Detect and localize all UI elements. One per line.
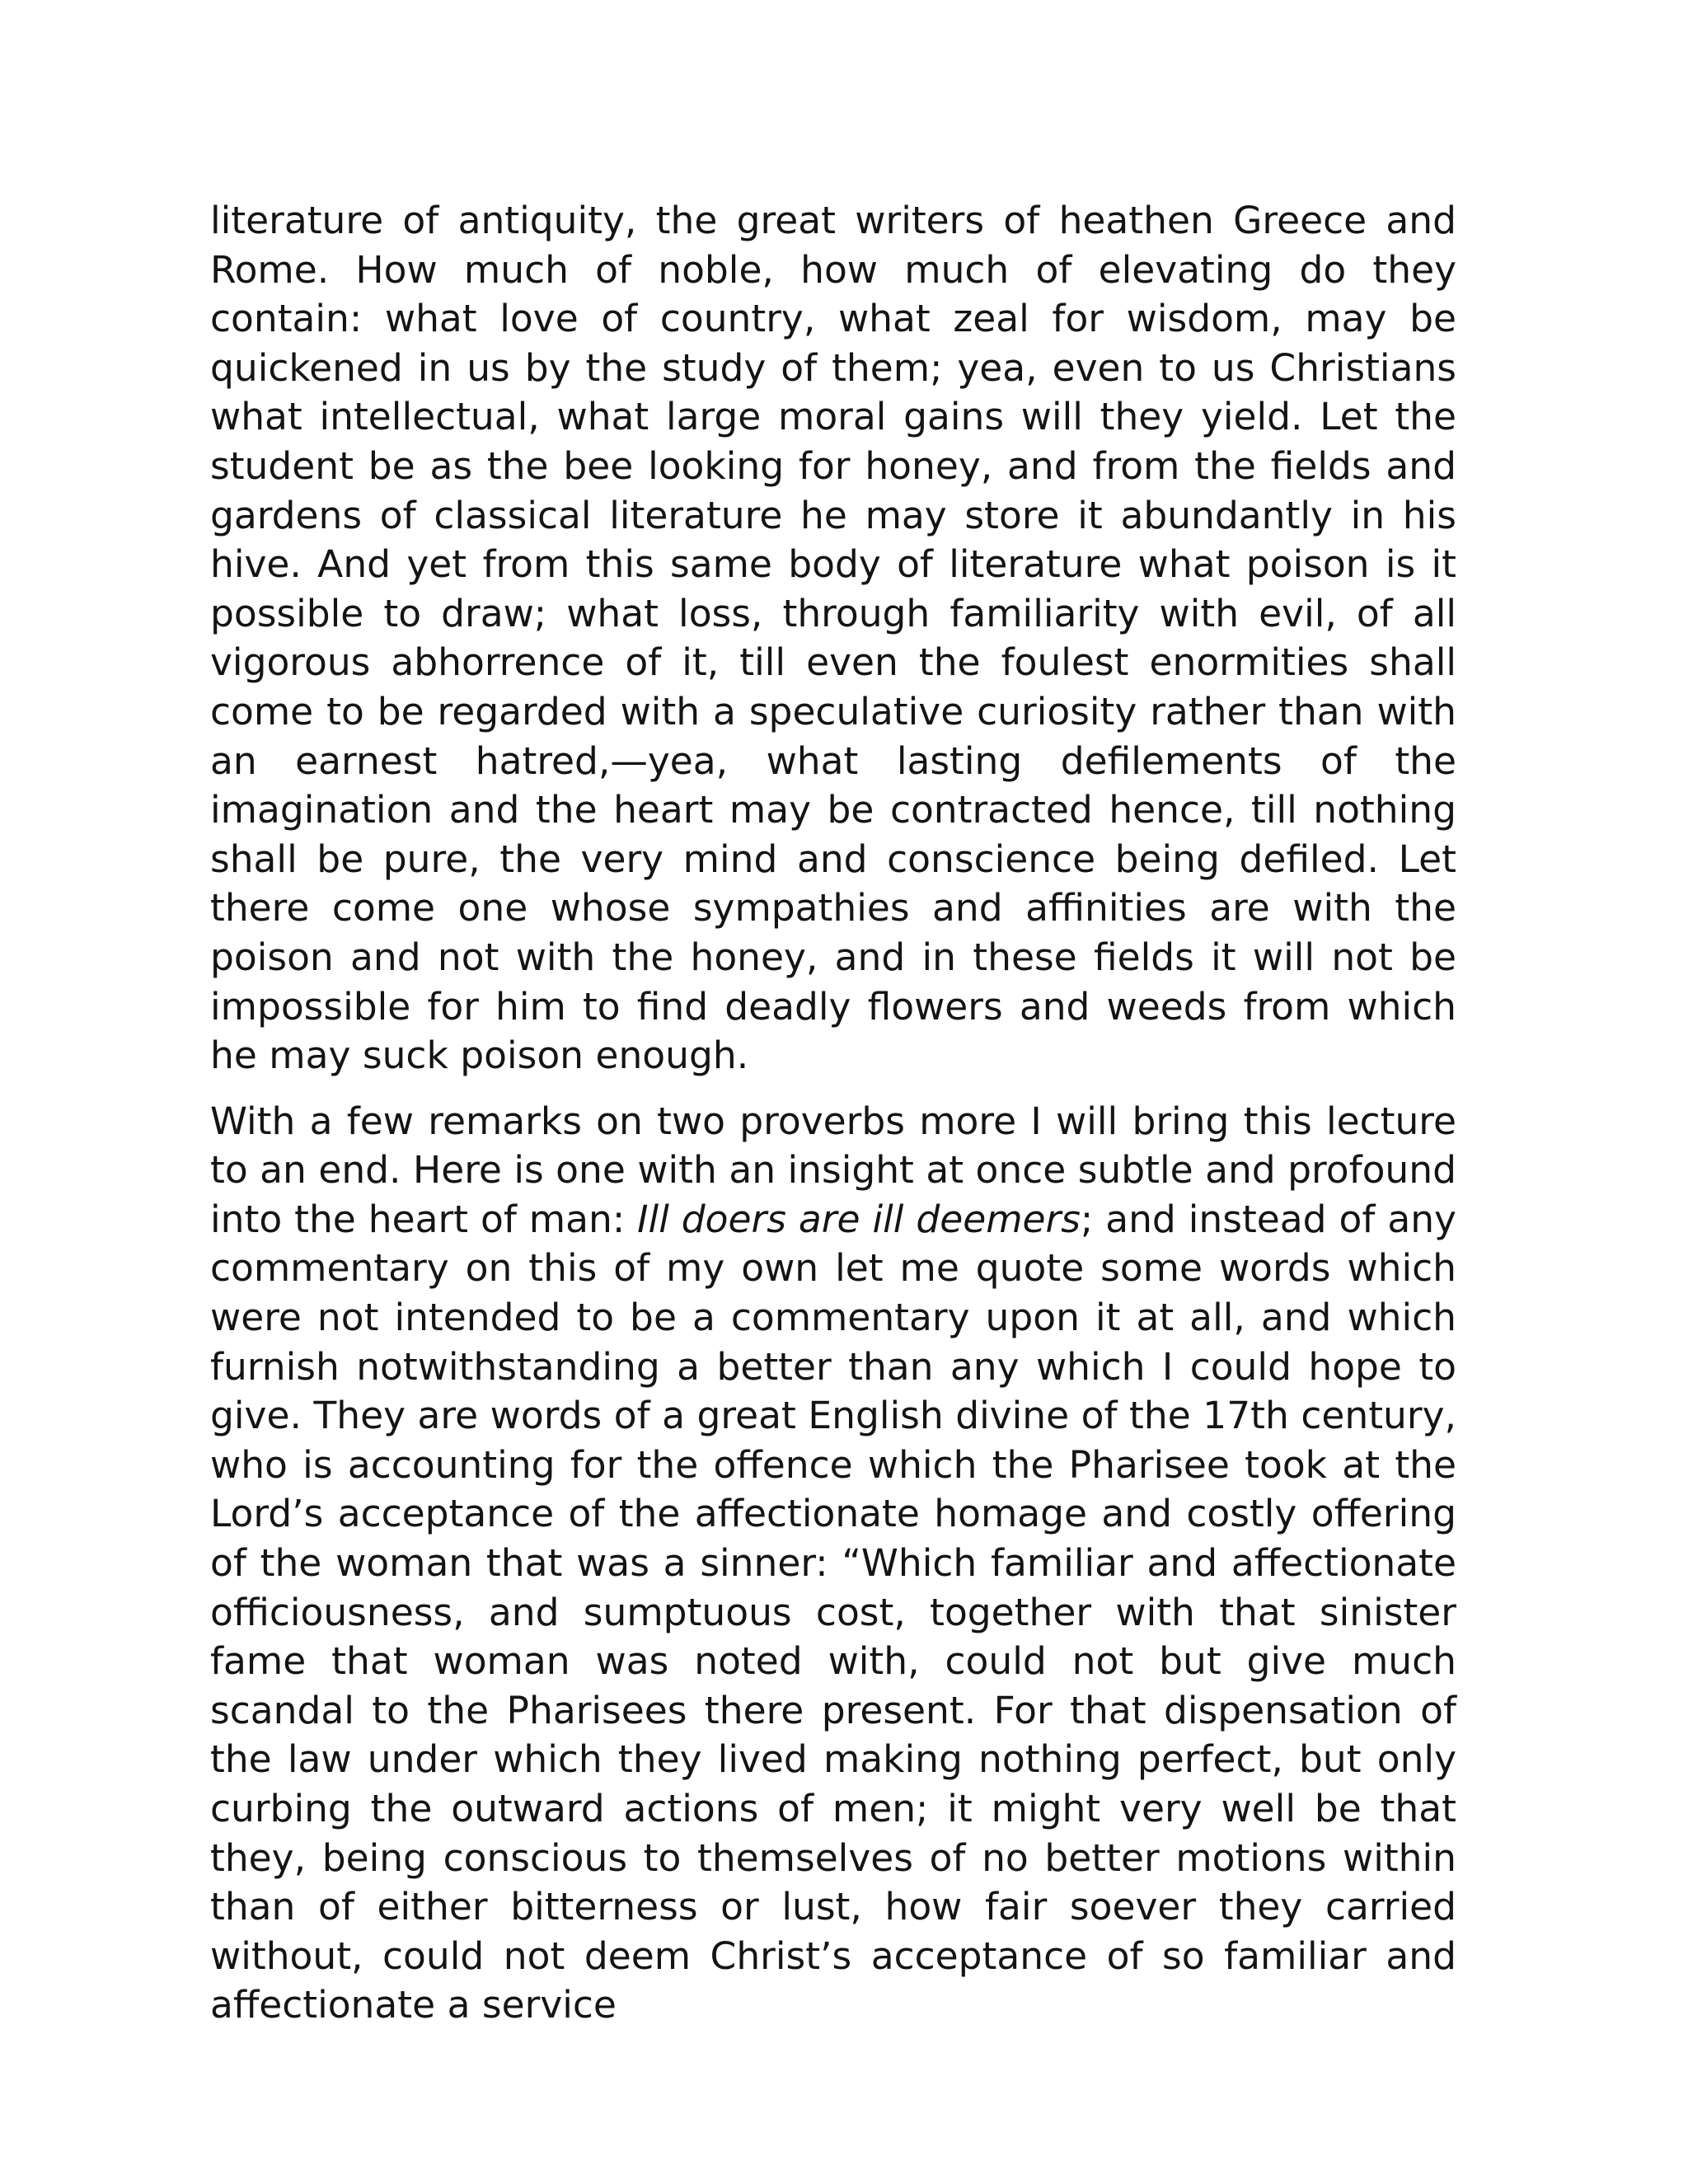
paragraph-text-before-italic: With a few remarks on two proverbs more I will bring this lecture to an end. Here is one with an insight at once subtle and profound into the heart of man:: [210, 1099, 1456, 1241]
paragraph-ill-doers-proverb: [210, 1097, 1456, 2030]
paragraph-text-after-italic: ; and instead of any commentary on this of my own let me quote some words which were not intended to be a commentary upon it at all, and which furnish notwithstanding a better than any which I could hope to give. They are words of a great English divine of the 17th century, who is accounting for the offence which the Pharisee took at the Lord’s acceptance of the affectionate homage and costly offering of the woman that was a sinner: “Which familiar and affectionate officiousness, and sumptuous cost, together with that sinister fame that woman was noted with, could not but give much scandal to the Pharisees there present. For that dispensation of the law under which they lived making nothing perfect, but only curbing the outward actions of men; it might very well be that they, being conscious to themselves of no better motions within than of either bitterness or lust, how fair soever they carried without, could not deem Christ’s acceptance of so familiar and affectionate a service: [210, 1197, 1456, 2027]
proverb-italic: Ill doers are ill deemers: [637, 1197, 1081, 1241]
page-body: [210, 196, 1456, 2030]
paragraph-classical-literature: literature of antiquity, the great writers of heathen Greece and Rome. How much of noble, how much of elevating do they contain: what love of country, what zeal for wisdom, may be quickened in us by the study of them; yea, even to us Christians what intellectual, what large moral gains will they yield. Let the student be as the bee looking for honey, and from the fields and gardens of classical literature he may store it abundantly in his hive. And yet from this same body of literature what poison is it possible to draw; what loss, through familiarity with evil, of all vigorous abhorrence of it, till even the foulest enormities shall come to be regarded with a speculative curiosity rather than with an earnest hatred,—yea, what lasting defilements of the imagination and the heart may be contracted hence, till nothing shall be pure, the very mind and conscience being defiled. Let there come one whose sympathies and affinities are with the poison and not with the honey, and in these fields it will not be impossible for him to find deadly flowers and weeds from which he may suck poison enough.: [210, 199, 1456, 1078]
